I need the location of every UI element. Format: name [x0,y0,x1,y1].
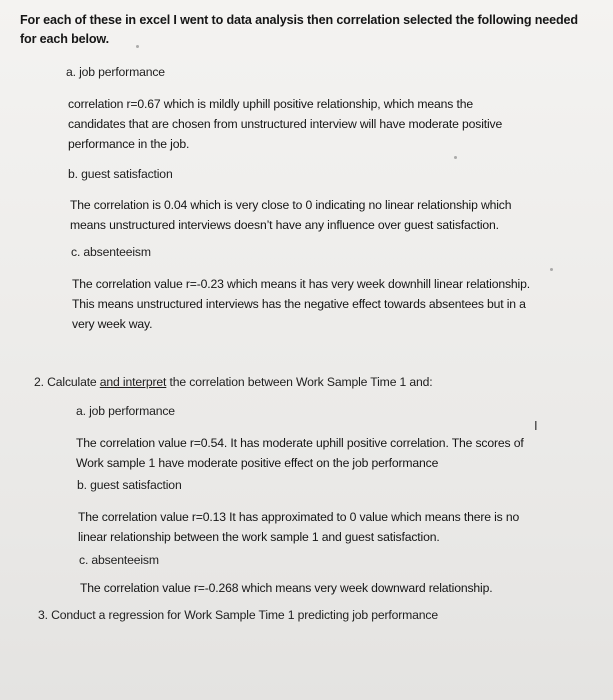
q2-c-heading: c. absenteeism [79,553,159,567]
q2-b-line-2: linear relationship between the work sample 1 and guest satisfaction. [78,530,440,544]
q2-heading [34,376,433,388]
q2-underlined: and interpret [99,375,167,389]
s1-c-line-3: very week way. [72,317,153,331]
s1-a-line-1: correlation r=0.67 which is mildly uphill positive relationship, which means the [68,97,473,111]
q2-b-heading: b. guest satisfaction [77,478,182,492]
text-cursor-icon: I [534,418,538,433]
s1-c-heading: c. absenteeism [71,245,151,259]
s1-a-line-3: performance in the job. [68,137,190,151]
stray-mark [136,45,139,48]
s1-b-line-1: The correlation is 0.04 which is very close to 0 indicating no linear relationship which [70,198,512,212]
s1-b-line-2: means unstructured interviews doesn’t have any influence over guest satisfaction. [70,218,499,232]
s1-a-line-2: candidates that are chosen from unstructured interview will have moderate positive [68,117,503,131]
intro-line-1: For each of these in excel I went to data analysis then correlation selected the following needed [20,13,578,27]
q2-b-line-1: The correlation value r=0.13 It has approximated to 0 value which means there is no [78,510,520,524]
s1-b-heading: b. guest satisfaction [68,167,173,181]
q2-a-line-2: Work sample 1 have moderate positive effect on the job performance [76,456,439,470]
q3-heading: 3. Conduct a regression for Work Sample Time 1 predicting job performance [38,608,439,622]
q2-c-line-1: The correlation value r=-0.268 which means very week downward relationship. [80,581,493,595]
s1-a-heading: a. job performance [66,65,165,79]
q2-a-line-1: The correlation value r=0.54. It has moderate uphill positive correlation. The scores of [76,436,524,450]
q2-prefix: 2. Calculate [34,375,100,389]
q2-suffix: the correlation between Work Sample Time 1 and: [166,375,433,389]
stray-mark [550,268,553,271]
stray-mark [454,156,457,159]
intro-line-2: for each below. [20,32,109,46]
s1-c-line-2: This means unstructured interviews has the negative effect towards absentees but in a [72,297,526,311]
q2-a-heading: a. job performance [76,404,175,418]
s1-c-line-1: The correlation value r=-0.23 which means it has very week downhill linear relationship. [72,277,530,291]
